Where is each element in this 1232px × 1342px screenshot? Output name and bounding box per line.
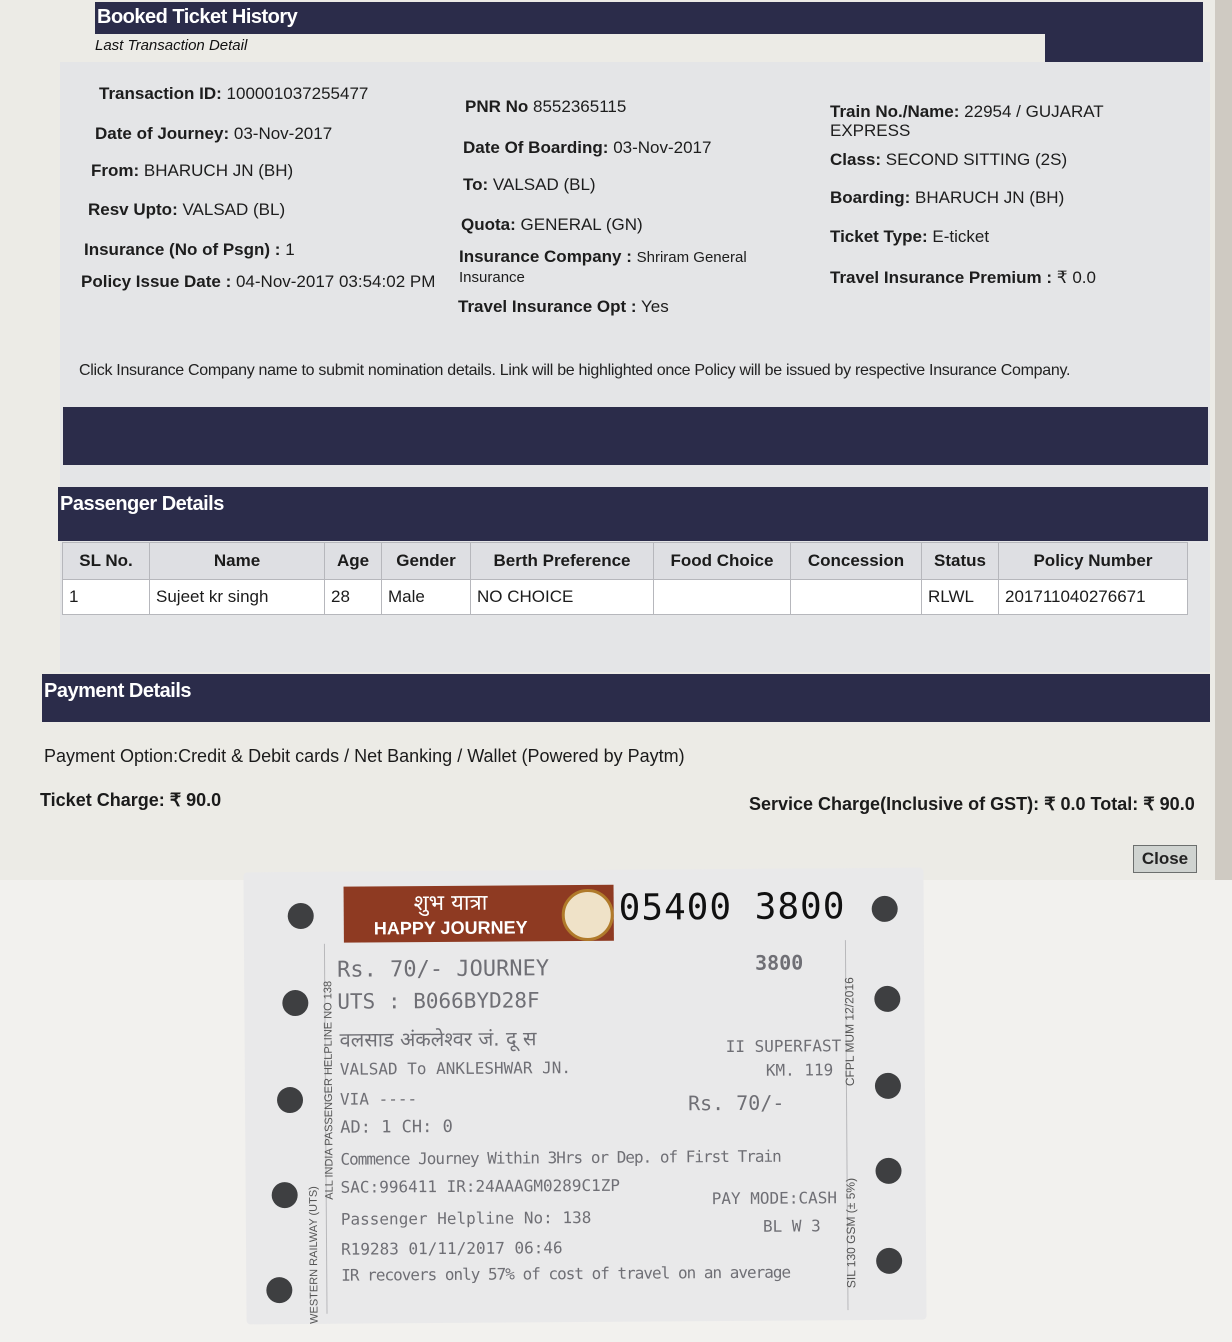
ticket-train-type: II SUPERFAST [725,1036,842,1057]
cell-sl-no: 1 [63,580,150,615]
ticket-print-area [324,940,849,1314]
punch-hole [272,1182,298,1208]
passenger-table [62,542,1188,615]
punch-hole [874,986,900,1012]
col-policy-number: Policy Number [999,543,1188,580]
policy-issue-date-field [81,272,441,291]
col-concession: Concession [791,543,922,580]
ticket-header-english: HAPPY JOURNEY [373,917,528,939]
resv-upto-field [88,200,285,219]
payment-details-title: Payment Details [44,680,192,702]
ticket-type-value: E-ticket [932,227,990,246]
travel-insurance-premium-label: Travel Insurance Premium : [830,268,1053,287]
ticket-line-hindi-route: वलसाड अंकलेश्वर जं. दू स [339,1026,537,1052]
col-food-choice: Food Choice [654,543,791,580]
railway-seal-icon [562,889,614,941]
ticket-header-hindi: शुभ यात्रा [413,890,488,917]
col-berth-preference: Berth Preference [471,543,654,580]
date-of-boarding-value: 03-Nov-2017 [613,138,712,157]
ticket-line-helpline: Passenger Helpline No: 138 [340,1207,592,1229]
to-field [463,175,596,194]
insurance-company-field [459,247,779,287]
travel-insurance-premium-field [830,268,1096,287]
service-charge-total: Service Charge(Inclusive of GST): ₹ 0.0 Total: ₹ 90.0 [749,794,1195,814]
ticket-rs: Rs. 70/- [687,1090,785,1116]
passenger-details-title: Passenger Details [60,493,224,515]
insurance-psgn-value: 1 [285,240,295,259]
ticket-line-via: VIA ---- [339,1089,418,1109]
resv-upto-value: VALSAD (BL) [182,200,286,219]
col-age: Age [325,543,382,580]
punch-hole [288,903,314,929]
ticket-side-railway: WESTERN RAILWAY (UTS) [307,1186,321,1324]
boarding-value: BHARUCH JN (BH) [915,188,1065,207]
page-edge [1215,0,1232,880]
ticket-number: 05400 3800 [618,886,846,929]
ticket-charge: Ticket Charge: ₹ 90.0 [40,790,222,810]
ticket-km: KM. 119 [765,1060,834,1080]
passenger-details-header [58,487,1208,541]
travel-insurance-premium-value: ₹ 0.0 [1056,268,1096,287]
boarding-label: Boarding: [830,188,911,207]
ticket-type-label: Ticket Type: [830,227,928,246]
transaction-id-label: Transaction ID: [99,84,222,103]
date-of-boarding-label: Date Of Boarding: [463,138,609,157]
passenger-table-header-row [63,543,1188,580]
transaction-id-field [99,84,368,103]
ticket-line-sac: SAC:996411 IR:24AAAGM0289C1ZP [340,1175,621,1197]
ticket-side-printer: CFPL MUM 12/2016 [842,977,857,1087]
insurance-company-label: Insurance Company : [459,247,632,266]
cell-food-choice [654,580,791,615]
date-of-boarding-field [463,138,711,157]
uts-paper-ticket [243,868,926,1325]
ticket-type-field [830,227,989,246]
punch-hole [282,990,308,1016]
train-value: 22954 / GUJARAT EXPRESS [830,102,1104,140]
cell-policy-number: 201711040276671 [999,580,1188,615]
ticket-line-adult-child: AD: 1 CH: 0 [340,1116,453,1138]
to-value: VALSAD (BL) [492,175,596,194]
page-subtitle: Last Transaction Detail [95,37,248,54]
punch-hole [876,1248,902,1274]
payment-option: Payment Option:Credit & Debit cards / Net Banking / Wallet (Powered by Paytm) [44,746,685,766]
col-name: Name [150,543,325,580]
pnr-label: PNR No [465,97,529,116]
ticket-line-route: VALSAD To ANKLESHWAR JN. [339,1058,572,1079]
ticket-line-commence: Commence Journey Within 3Hrs or Dep. of First Train [340,1146,781,1169]
class-field [830,150,1067,169]
date-of-journey-field [95,124,332,143]
separator-bar [63,407,1208,465]
ticket-line-recovery: IR recovers only 57% of cost of travel on an average [341,1262,791,1285]
punch-hole [875,1158,901,1184]
punch-hole [266,1277,292,1303]
insurance-nomination-note: Click Insurance Company name to submit nomination details. Link will be highlighted once Policy will be issued by respective Insurance Company. [79,362,1071,379]
date-of-journey-label: Date of Journey: [95,124,230,143]
policy-issue-date-label: Policy Issue Date : [81,272,232,291]
ticket-pay-mode: PAY MODE:CASH [711,1188,838,1209]
cell-age: 28 [325,580,382,615]
policy-issue-date-value: 04-Nov-2017 03:54:02 PM [235,272,436,291]
col-status: Status [922,543,999,580]
punch-hole [277,1087,303,1113]
punch-hole [875,1073,901,1099]
payment-details-header [42,674,1210,722]
travel-insurance-opt-field [458,297,669,316]
train-field [830,102,1130,140]
to-label: To: [463,175,489,194]
col-gender: Gender [382,543,471,580]
quota-field [461,215,643,234]
from-field [91,161,293,180]
travel-insurance-opt-value: Yes [640,297,669,316]
transaction-id-value: 100001037255477 [226,84,369,103]
ticket-side-helpline: ALL INDIA PASSENGER HELPLINE NO 138 [322,980,336,1200]
date-of-journey-value: 03-Nov-2017 [233,124,333,143]
boarding-field [830,188,1064,207]
from-value: BHARUCH JN (BH) [143,161,294,180]
cell-status: RLWL [922,580,999,615]
pnr-field [465,97,626,116]
punch-hole [872,896,898,922]
col-sl-no: SL No. [63,543,150,580]
cell-name: Sujeet kr singh [150,580,325,615]
ticket-fare-code: 3800 [754,950,804,975]
cell-berth-preference: NO CHOICE [471,580,654,615]
from-label: From: [91,161,140,180]
travel-insurance-opt-label: Travel Insurance Opt : [458,297,637,316]
close-button[interactable]: Close [1133,845,1197,873]
cell-gender: Male [382,580,471,615]
class-label: Class: [830,150,882,169]
insurance-psgn-field [84,240,295,259]
booked-ticket-history-header [95,2,1203,34]
quota-value: GENERAL (GN) [520,215,643,234]
insurance-psgn-label: Insurance (No of Psgn) : [84,240,281,259]
cell-concession [791,580,922,615]
insurance-company-link[interactable]: Shriram General Insurance [459,249,747,286]
ticket-side-gsm: SIL 130 GSM (± 5%) [843,1177,859,1289]
ticket-line-fare: Rs. 70/- JOURNEY [337,956,550,983]
pnr-value: 8552365115 [533,97,627,116]
class-value: SECOND SITTING (2S) [885,150,1068,169]
ticket-counter: BL W 3 [762,1216,821,1236]
ticket-line-uts: UTS : B066BYD28F [337,988,540,1014]
quota-label: Quota: [461,215,516,234]
table-row [63,580,1188,615]
resv-upto-label: Resv Upto: [88,200,178,219]
ticket-line-issue: R19283 01/11/2017 06:46 [340,1238,563,1259]
train-label: Train No./Name: [830,102,960,121]
page-title: Booked Ticket History [97,6,298,28]
